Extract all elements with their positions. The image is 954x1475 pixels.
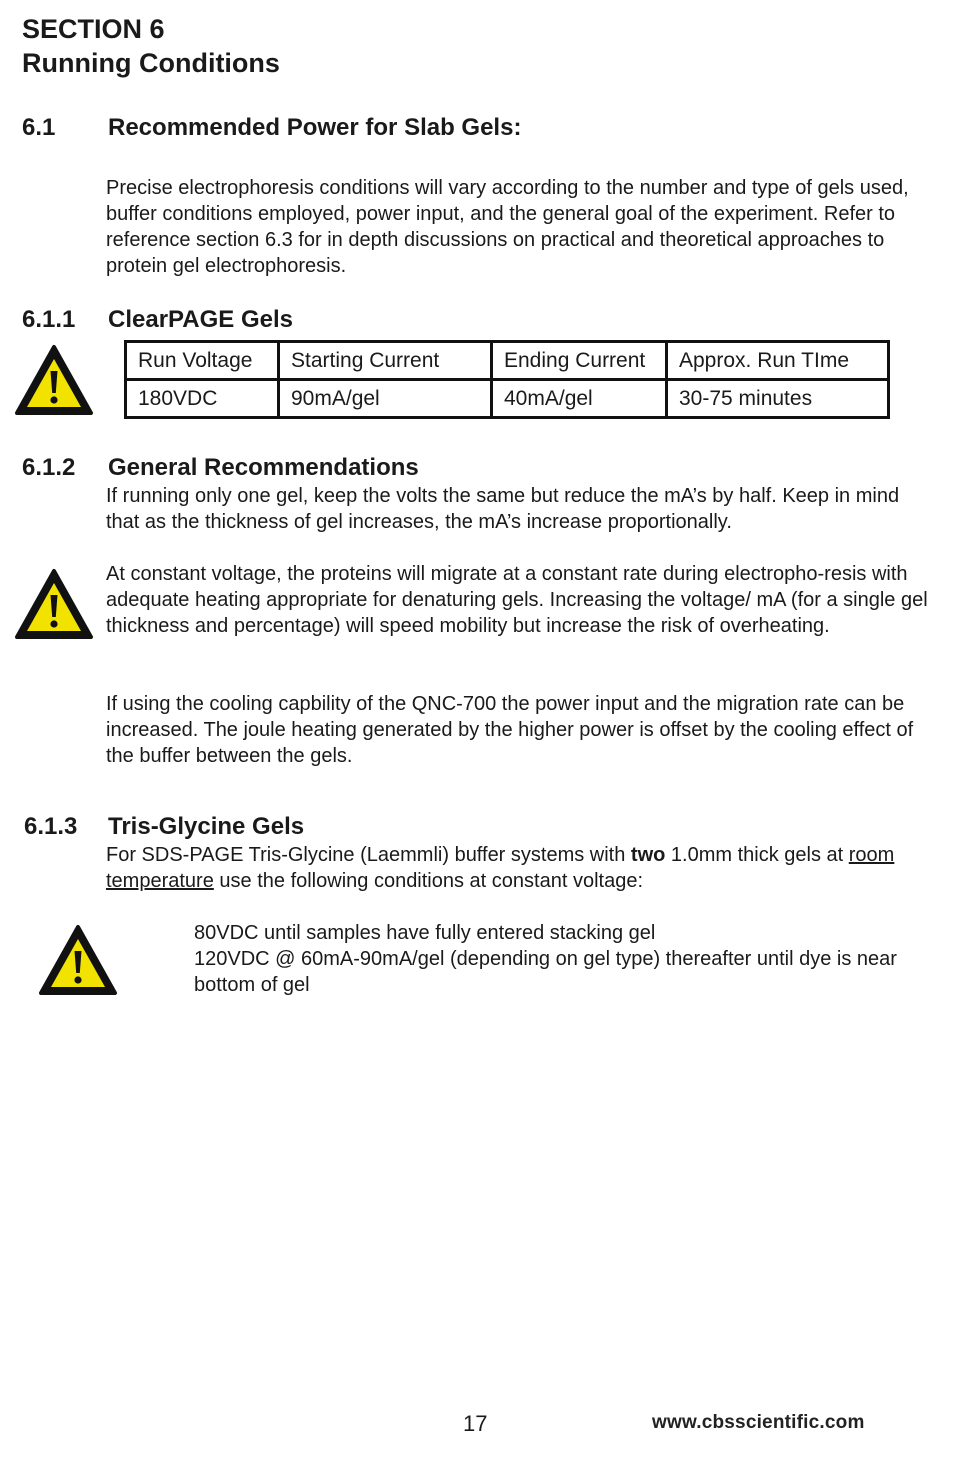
heading-6-1-3 (24, 812, 304, 842)
paragraph-6-1-2-c: If using the cooling capbility of the QNC-700 the power input and the migration rate can be increased. The joule heating generated by the higher power is offset by the cooling effect of the buffer between the gels. (106, 693, 914, 767)
table-header-cell: Approx. Run TIme (667, 342, 889, 380)
table-header-cell: Run Voltage (126, 342, 279, 380)
heading-text: ClearPAGE Gels (108, 306, 293, 333)
table-header-row (126, 342, 889, 380)
heading-number: 6.1 (22, 114, 56, 141)
clearpage-conditions-table (124, 340, 890, 419)
paragraph-6-1-2-a: If running only one gel, keep the volts the same but reduce the mA’s by half. Keep in mind that as the thickness of gel increases, the mA’s increase proportionally. (106, 485, 900, 533)
warning-triangle-icon (14, 568, 94, 640)
table-cell: 30-75 minutes (667, 380, 889, 418)
heading-text: Recommended Power for Slab Gels: (108, 114, 522, 141)
section-heading: Running Conditions (22, 48, 280, 78)
footer-url: www.cbsscientific.com (652, 1412, 865, 1433)
heading-text: General Recommendations (108, 454, 419, 481)
section-number: SECTION 6 (22, 14, 165, 44)
heading-6-1 (22, 113, 521, 143)
condition-line: 80VDC until samples have fully entered stacking gel (194, 922, 656, 944)
emphasis-text: two (630, 844, 666, 866)
paragraph-6-1-3 (106, 842, 936, 894)
underlined-text: room temperature (106, 844, 895, 892)
section-title (22, 12, 280, 80)
table-cell: 180VDC (126, 380, 279, 418)
heading-6-1-2 (22, 453, 419, 483)
table-row (126, 380, 889, 418)
warning-triangle-icon (38, 924, 118, 996)
paragraph-6-1: Precise electrophoresis conditions will vary according to the number and type of gels used, buffer conditions employed, power input, and the general goal of the experiment. Refer to reference section 6.3 for in depth discussions on practical and theoretical approaches to protein gel electrophoresis. (106, 177, 909, 277)
heading-6-1-1 (22, 305, 293, 335)
warning-triangle-icon (14, 344, 94, 416)
page-number: 17 (463, 1411, 488, 1436)
heading-number: 6.1.2 (22, 454, 76, 481)
text-run: use the following conditions at constant voltage: (213, 870, 644, 892)
paragraph-6-1-2-b: At constant voltage, the proteins will migrate at a constant rate during electropho-resis with adequate heating appropriate for denaturing gels. Increasing the voltage/ mA (for a single gel thickness and percentage) will speed mobility but increase the risk of overheating. (106, 563, 928, 637)
table-header-cell: Ending Current (492, 342, 667, 380)
heading-text: Tris-Glycine Gels (108, 813, 305, 840)
heading-number: 6.1.3 (24, 813, 78, 840)
table-cell: 40mA/gel (492, 380, 667, 418)
table-cell: 90mA/gel (279, 380, 492, 418)
text-run: 1.0mm thick gels at (665, 844, 849, 866)
text-run: For SDS-PAGE Tris-Glycine (Laemmli) buffer systems with (106, 844, 631, 866)
heading-number: 6.1.1 (22, 306, 76, 333)
conditions-list (194, 920, 924, 998)
table-header-cell: Starting Current (279, 342, 492, 380)
condition-line: 120VDC @ 60mA-90mA/gel (depending on gel type) thereafter until dye is near bottom of gel (194, 948, 897, 996)
